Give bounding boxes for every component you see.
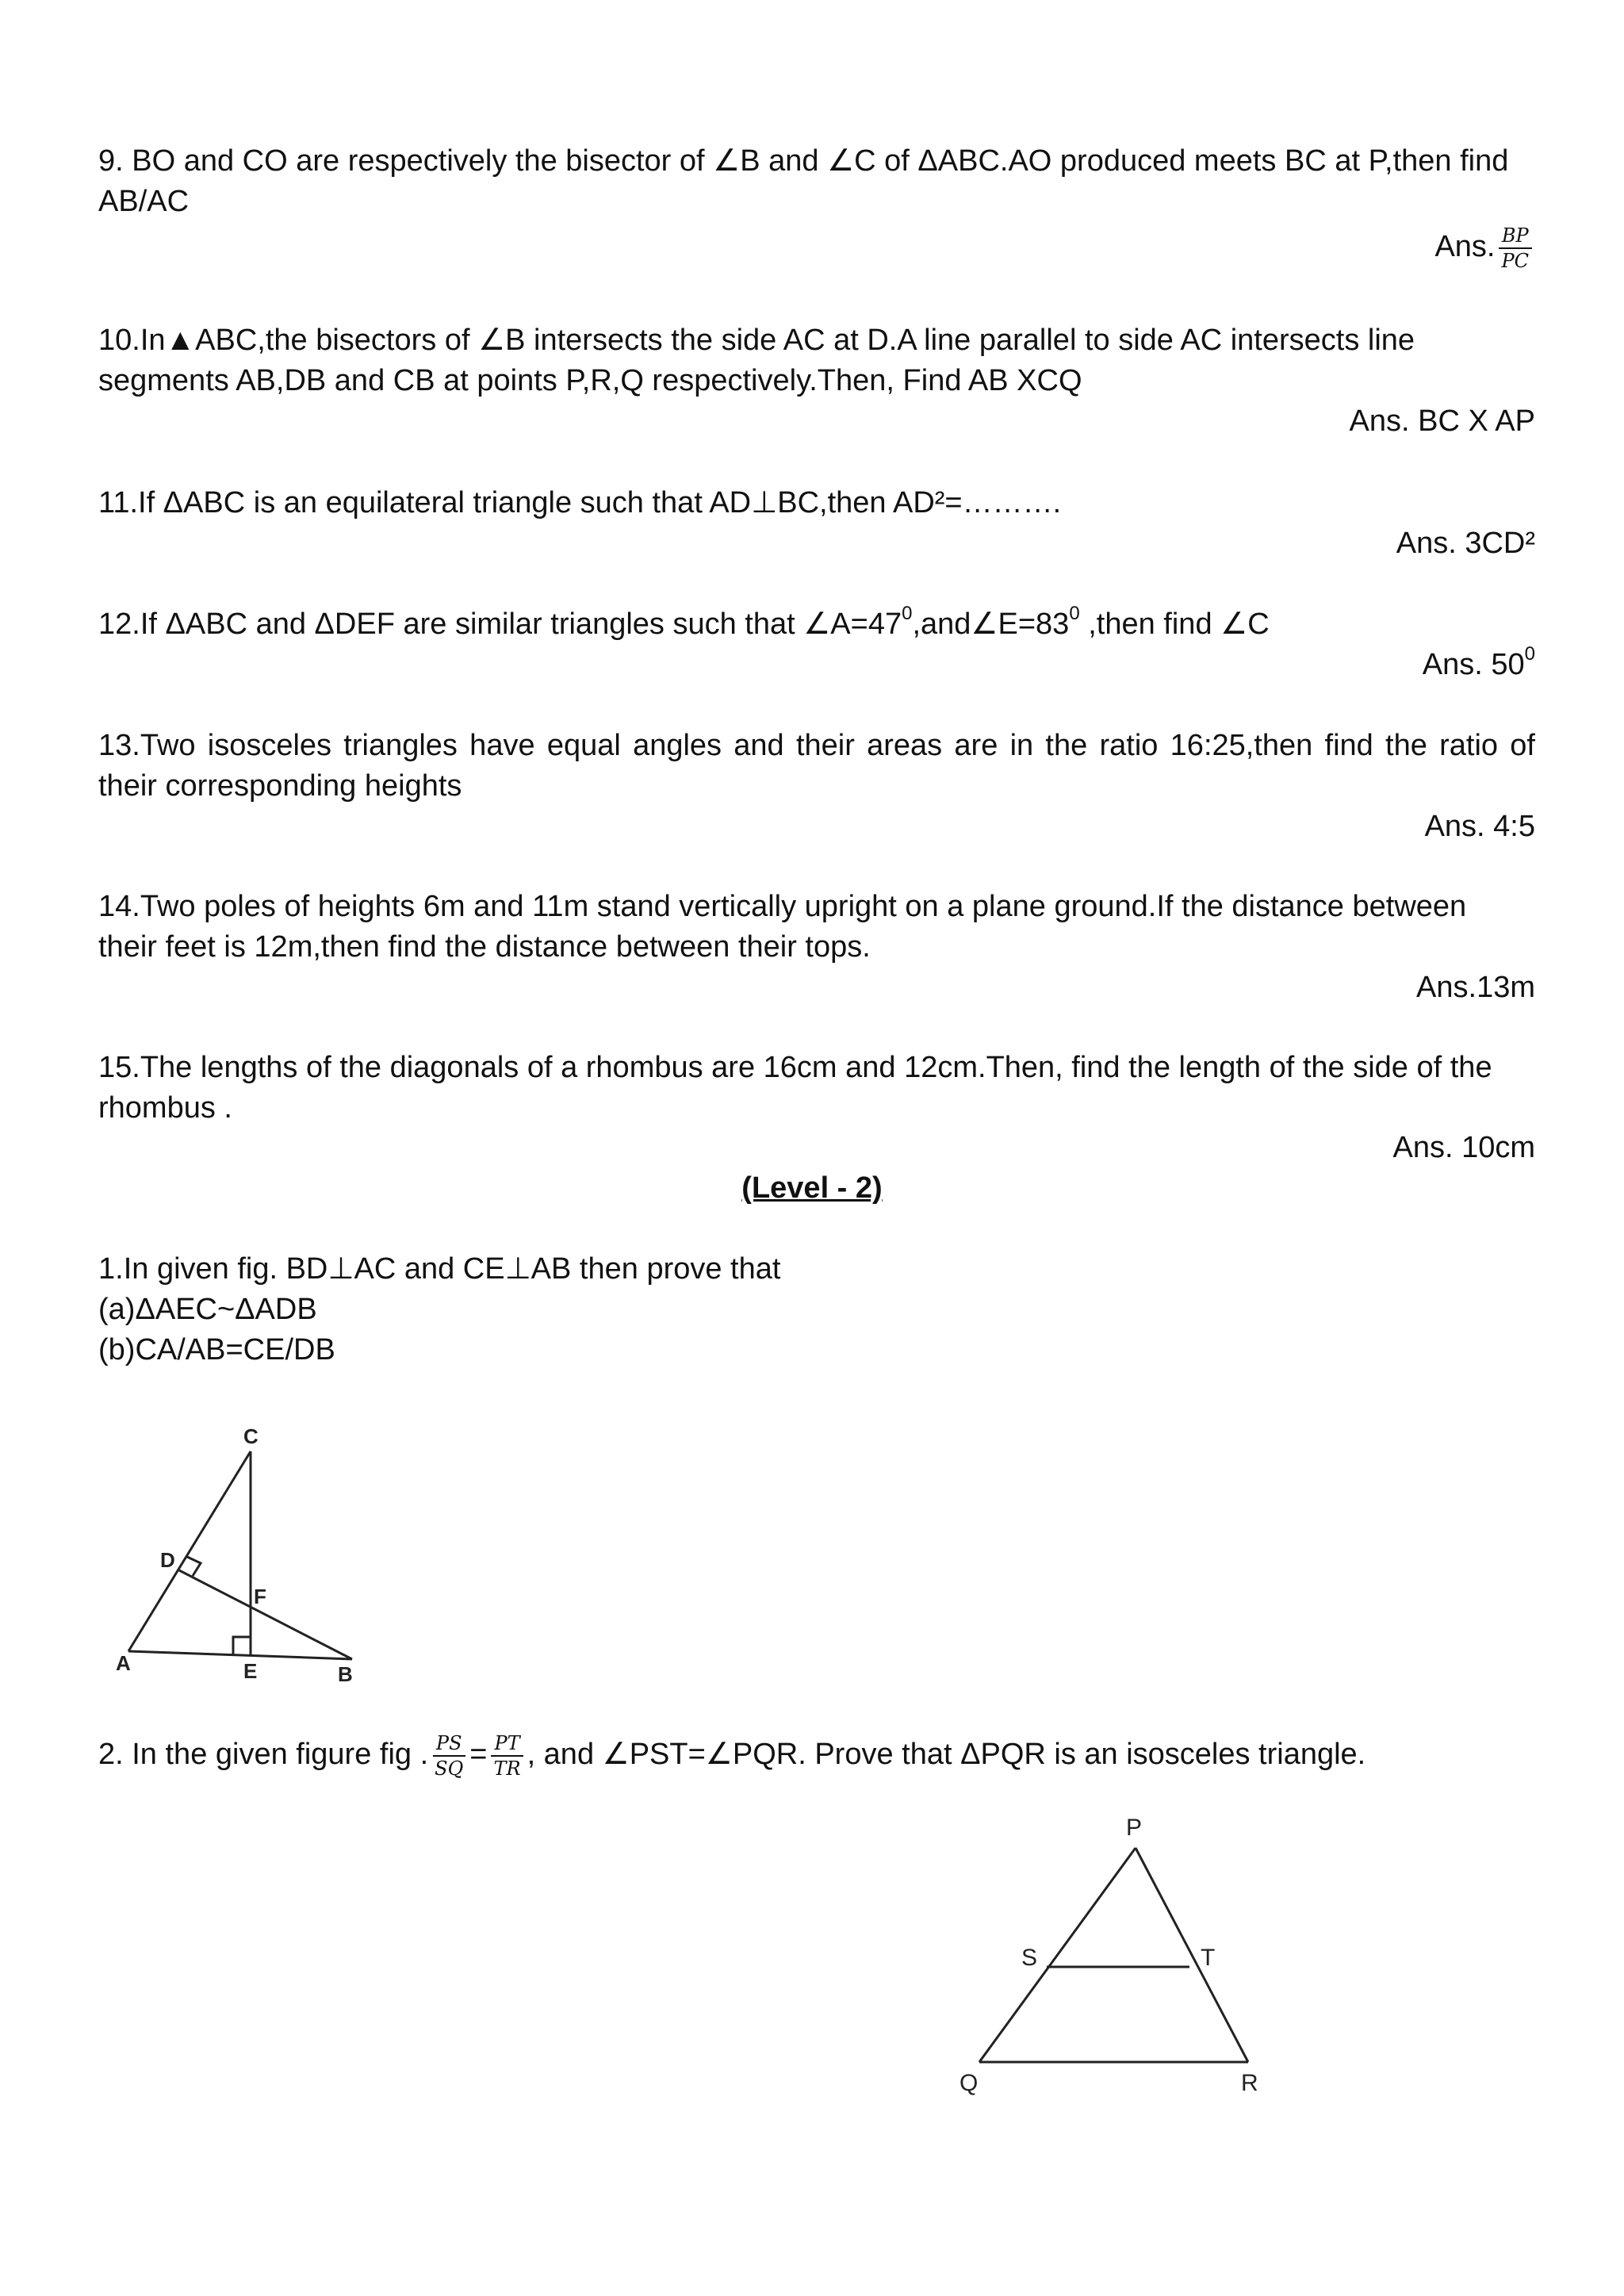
- question-15-line-2: rhombus .: [98, 1091, 232, 1125]
- answer-9: [1434, 224, 1535, 273]
- question-12: [98, 604, 1535, 645]
- equals-sign: =: [469, 1738, 488, 1772]
- question-9: [98, 141, 1535, 222]
- question-15-line-1: 15.The lengths of the diagonals of a rhombus are 16cm and 12cm.Then, find the length of the side of the: [98, 1051, 1492, 1084]
- label-s: S: [1021, 1945, 1038, 1971]
- label-e: E: [243, 1659, 258, 1683]
- question-12-degree-2: 0: [1069, 603, 1080, 625]
- question-12-text-b: ,and∠E=83: [912, 608, 1070, 641]
- level2-question-2-text-b: , and ∠PST=∠PQR. Prove that ΔPQR is an isosceles triangle.: [527, 1738, 1366, 1772]
- answer-14: Ans.13m: [1416, 971, 1535, 1004]
- answer-9-denominator: PC: [1501, 250, 1529, 272]
- label-f: F: [254, 1585, 266, 1608]
- fraction-sq: SQ: [435, 1757, 464, 1780]
- answer-13: Ans. 4:5: [1424, 810, 1535, 843]
- question-14-line-1: 14.Two poles of heights 6m and 11m stand vertically upright on a plane ground.If the distance between: [98, 890, 1467, 923]
- label-d: D: [160, 1548, 175, 1572]
- answer-10: Ans. BC X AP: [1349, 404, 1535, 438]
- level2-question-2: [98, 1731, 1535, 1780]
- question-9-line-2: AB/AC: [98, 185, 190, 218]
- line-pq: [979, 1848, 1136, 2062]
- level2-question-1-part-a: (a)ΔAEC~ΔADB: [98, 1293, 317, 1326]
- question-11: [98, 483, 1535, 523]
- question-10: [98, 320, 1535, 401]
- right-angle-d: [187, 1557, 201, 1576]
- fraction-tr: TR: [493, 1757, 521, 1780]
- answer-9-prefix: Ans.: [1434, 230, 1496, 264]
- label-b: B: [338, 1662, 353, 1686]
- fraction-pt: PT: [491, 1731, 523, 1757]
- question-12-degree-1: 0: [902, 603, 913, 625]
- question-12-text-c: ,then find ∠C: [1079, 608, 1270, 641]
- figure-triangle-abc: [98, 1420, 384, 1689]
- question-13-line-1: 13.Two isosceles triangles have equal angles and their areas are in the ratio 16:25,then find the ratio of: [98, 729, 1535, 762]
- level2-question-2-line-1: [98, 1731, 1535, 1780]
- line-pr: [1136, 1848, 1248, 2062]
- level2-question-2-text-a: 2. In the given figure fig .: [98, 1738, 429, 1772]
- answer-9-fraction: [1498, 224, 1532, 273]
- question-15: [98, 1048, 1535, 1129]
- question-13: [98, 726, 1535, 807]
- question-14-line-2: their feet is 12m,then find the distance between their tops.: [98, 930, 871, 964]
- label-a: A: [116, 1651, 131, 1675]
- answer-15: Ans. 10cm: [1392, 1131, 1535, 1164]
- label-q: Q: [959, 2070, 979, 2096]
- question-10-line-1: 10.In▲ABC,the bisectors of ∠B intersects the side AC at D.A line parallel to side AC intersects line: [98, 324, 1415, 357]
- fraction-pt-tr: [490, 1731, 523, 1780]
- question-13-line-2: their corresponding heights: [98, 769, 462, 803]
- level2-question-1-part-b: (b)CA/AB=CE/DB: [98, 1333, 335, 1366]
- question-10-line-2: segments AB,DB and CB at points P,R,Q respectively.Then, Find AB XCQ: [98, 364, 1082, 397]
- answer-11: Ans. 3CD²: [1396, 527, 1535, 560]
- level-heading-text: (Level - 2): [741, 1171, 883, 1205]
- label-c: C: [243, 1424, 259, 1448]
- answer-12-text: Ans. 50: [1422, 648, 1525, 681]
- fraction-ps-sq: [431, 1731, 466, 1780]
- label-r: R: [1241, 2070, 1258, 2096]
- question-9-line-1: 9. BO and CO are respectively the bisector of ∠B and ∠C of ΔABC.AO produced meets BC at P,then find: [98, 144, 1509, 178]
- answer-12: [1423, 645, 1535, 685]
- right-angle-e: [233, 1637, 251, 1655]
- question-12-line-1: [98, 604, 1535, 645]
- question-12-text-a: 12.If ΔABC and ΔDEF are similar triangles such that ∠A=47: [98, 608, 902, 641]
- line-ab: [128, 1651, 352, 1659]
- question-14: [98, 887, 1535, 968]
- question-11-line-1: 11.If ΔABC is an equilateral triangle such that AD⊥BC,then AD²=……….: [98, 486, 1062, 519]
- label-t: T: [1201, 1945, 1216, 1971]
- line-ac: [128, 1451, 251, 1651]
- figure-triangle-pqr: [936, 1808, 1258, 2096]
- answer-12-degree: 0: [1524, 643, 1535, 665]
- label-p: P: [1126, 1815, 1143, 1841]
- level2-question-1-line-1: 1.In given fig. BD⊥AC and CE⊥AB then prove that: [98, 1252, 781, 1286]
- line-db: [179, 1570, 352, 1659]
- level-heading: [0, 1168, 1624, 1209]
- level2-question-1: [98, 1249, 1535, 1370]
- fraction-ps: PS: [433, 1731, 465, 1757]
- answer-9-numerator: BP: [1499, 224, 1532, 249]
